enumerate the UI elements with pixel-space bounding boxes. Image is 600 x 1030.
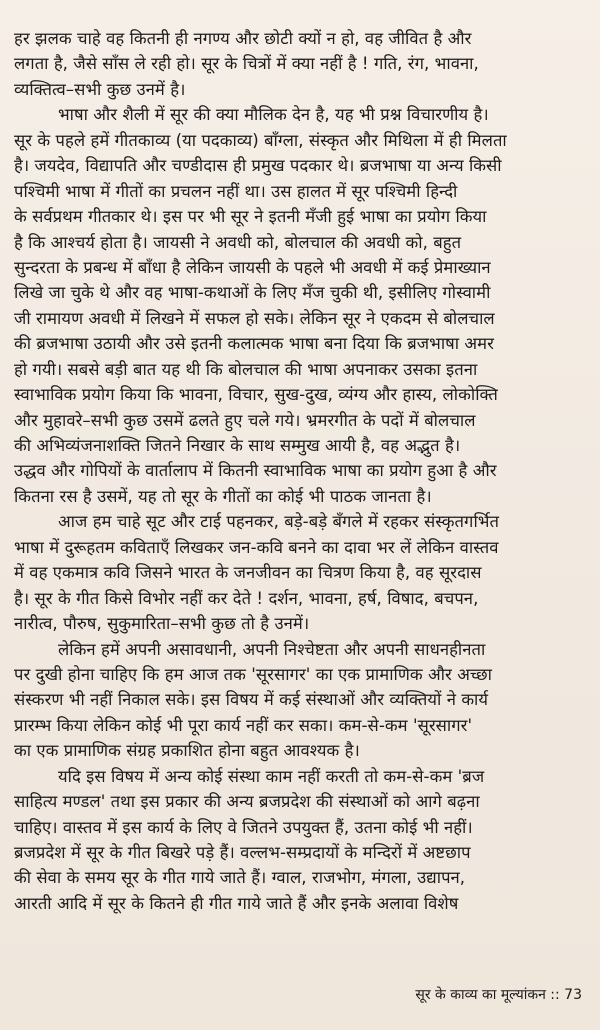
text-line: प्रारम्भ किया लेकिन कोई भी पूरा कार्य नहीं कर सका। कम-से-कम 'सूरसागर' bbox=[14, 715, 473, 735]
text-line: की अभिव्यंजनाशक्ति जितने निखार के साथ सम्मुख आयी है, वह अद्भुत है। bbox=[14, 436, 461, 455]
text-line: लिखे जा चुके थे और वह भाषा-कथाओं के लिए मँज चुकी थी, इसीलिए गोस्वामी bbox=[14, 283, 491, 303]
text-line: हो गयी। सबसे बड़ी बात यह थी कि बोलचाल की भाषा अपनाकर उसका इतना bbox=[14, 359, 478, 379]
text-line: साहित्य मण्डल' तथा इस प्रकार की अन्य ब्रजप्रदेश की संस्थाओं को आगे बढ़ना bbox=[14, 792, 480, 812]
body-text bbox=[14, 26, 586, 916]
text-line: स्वाभाविक प्रयोग किया कि भावना, विचार, सुख-दुख, व्यंग्य और हास्य, लोकोक्ति bbox=[14, 385, 498, 405]
text-line: संस्करण भी नहीं निकाल सके। इस विषय में कई संस्थाओं और व्यक्तियों ने कार्य bbox=[14, 690, 489, 710]
text-line: ब्रजप्रदेश में सूर के गीत बिखरे पड़े हैं। वल्लभ-सम्प्रदायों के मन्दिरों में अष्टछाप bbox=[14, 843, 471, 862]
text-line: सूर के पहले हमें गीतकाव्य (या पदकाव्य) बाँग्ला, संस्कृत और मिथिला में ही मिलता bbox=[14, 130, 507, 150]
text-line: पर दुखी होना चाहिए कि हम आज तक 'सूरसागर' का एक प्रामाणिक और अच्छा bbox=[14, 664, 493, 684]
text-line: के सर्वप्रथम गीतकार थे। इस पर भी सूर ने इतनी मँजी हुई भाषा का प्रयोग किया bbox=[14, 207, 487, 227]
text-line: है कि आश्चर्य होता है। जायसी ने अवधी को, बोलचाल की अवधी को, बहुत bbox=[14, 232, 462, 252]
text-line: लगता है, जैसे साँस ले रही हो। सूर के चित्रों में क्या नहीं है ! गति, रंग, भावना, bbox=[14, 54, 479, 74]
text-line: उद्धव और गोपियों के वार्तालाप में कितनी स्वाभाविक भाषा का प्रयोग हुआ है और bbox=[14, 461, 497, 481]
text-line: और मुहावरे–सभी कुछ उसमें ढलते हुए चले गये। भ्रमरगीत के पदों में बोलचाल bbox=[14, 410, 476, 430]
text-line: नारीत्व, पौरुष, सुकुमारिता–सभी कुछ तो है उनमें। bbox=[14, 614, 310, 634]
text-line: आरती आदि में सूर के कितने ही गीत गाये जाते हैं और इनके अलावा विशेष bbox=[14, 893, 459, 913]
text-line: व्यक्तित्व–सभी कुछ उनमें है। bbox=[14, 79, 186, 99]
text-line: आज हम चाहे सूट और टाई पहनकर, बड़े-बड़े बँगले में रहकर संस्कृतगर्भित bbox=[58, 512, 499, 532]
text-line: भाषा और शैली में सूर की क्या मौलिक देन है, यह भी प्रश्न विचारणीय है। bbox=[58, 105, 489, 125]
text-line: चाहिए। वास्तव में इस कार्य के लिए वे जितने उपयुक्त हैं, उतना कोई भी नहीं। bbox=[14, 817, 473, 837]
text-line: पश्चिमी भाषा में गीतों का प्रचलन नहीं था। उस हालत में सूर पश्चिमी हिन्दी bbox=[14, 181, 458, 201]
text-line: हर झलक चाहे वह कितनी ही नगण्य और छोटी क्यों न हो, वह जीवित है और bbox=[14, 29, 472, 48]
text-line: सुन्दरता के प्रबन्ध में बाँधा है लेकिन जायसी के पहले भी अवधी में कई प्रेमाख्यान bbox=[14, 257, 491, 277]
text-line: है। सूर के गीत किसे विभोर नहीं कर देते ! दर्शन, भावना, हर्ष, विषाद, बचपन, bbox=[14, 588, 479, 608]
page-footer: सूर के काव्य का मूल्यांकन :: 73 bbox=[415, 987, 582, 1003]
text-line: जी रामायण अवधी में लिखने में सफल हो सके। लेकिन सूर ने एकदम से बोलचाल bbox=[14, 308, 495, 328]
text-line: लेकिन हमें अपनी असावधानी, अपनी निश्चेष्टता और अपनी साधनहीनता bbox=[58, 639, 486, 659]
text-line: की सेवा के समय सूर के गीत गाये जाते हैं। ग्वाल, राजभोग, मंगला, उद्यापन, bbox=[14, 868, 466, 888]
text-line: भाषा में दुरूहतम कविताएँ लिखकर जन-कवि बनने का दावा भर लें लेकिन वास्तव bbox=[14, 537, 499, 557]
text-line: का एक प्रामाणिक संग्रह प्रकाशित होना बहुत आवश्यक है। bbox=[14, 741, 360, 761]
text-line: कितना रस है उसमें, यह तो सूर के गीतों का कोई भी पाठक जानता है। bbox=[14, 486, 432, 506]
text-line: है। जयदेव, विद्यापति और चण्डीदास ही प्रमुख पदकार थे। ब्रजभाषा या अन्य किसी bbox=[14, 156, 502, 176]
text-line: में वह एकमात्र कवि जिसने भारत के जनजीवन का चित्रण किया है, वह सूरदास bbox=[14, 563, 482, 583]
text-line: यदि इस विषय में अन्य कोई संस्था काम नहीं करती तो कम-से-कम 'ब्रज bbox=[58, 766, 485, 786]
text-line: की ब्रजभाषा उठायी और उसे इतनी कलात्मक भाषा बना दिया कि ब्रजभाषा अमर bbox=[14, 334, 494, 354]
